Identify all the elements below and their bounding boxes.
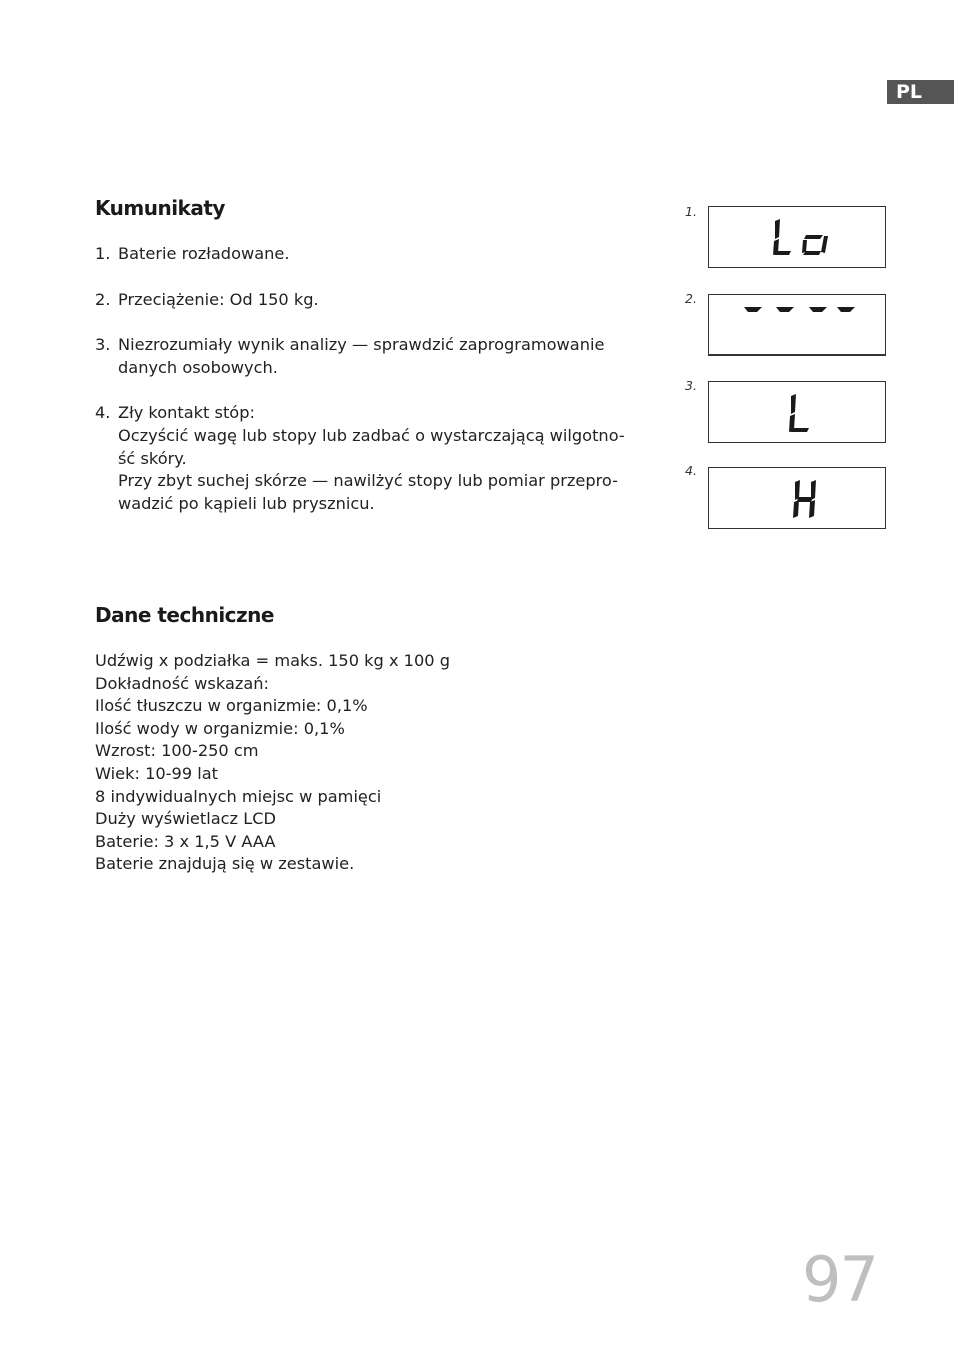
lcd-display-1 (708, 206, 886, 268)
display-label: 2. (685, 291, 697, 306)
spec-line: Ilość wody w organizmie: 0,1% (95, 718, 345, 738)
lcd-lo-icon (709, 207, 887, 269)
display-label: 4. (685, 463, 697, 478)
spec-line: Baterie znajdują się w zestawie. (95, 854, 355, 874)
lcd-dashes-icon (709, 295, 887, 357)
list-item (95, 289, 625, 312)
list-item-text: ść skóry. (118, 448, 187, 468)
spec-line: Baterie: 3 x 1,5 V AAA (95, 831, 276, 851)
lcd-l-icon (709, 382, 887, 444)
list-item-number: 2. (95, 289, 111, 309)
list-item-text: Niezrozumiały wynik analizy — sprawdzić zaprogramowanie (118, 335, 605, 355)
spec-line: Wiek: 10-99 lat (95, 763, 219, 783)
list-item-text: Oczyścić wagę lub stopy lub zadbać o wystarczającą wilgotno- (118, 425, 625, 445)
lcd-h-icon (709, 468, 887, 530)
language-badge: PL (887, 80, 954, 104)
list-item (95, 243, 625, 266)
specs-list (95, 650, 450, 876)
list-item (95, 402, 625, 515)
lcd-display-3 (708, 381, 886, 443)
messages-list (95, 243, 625, 538)
list-item-text: danych osobowych. (118, 357, 278, 377)
list-item-text: Przeciążenie: Od 150 kg. (118, 289, 319, 309)
lcd-display-4 (708, 467, 886, 529)
messages-title: Kumunikaty (95, 196, 225, 220)
list-item-number: 4. (95, 403, 111, 423)
spec-line: Udźwig x podziałka = maks. 150 kg x 100 g (95, 651, 451, 670)
spec-line: Ilość tłuszczu w organizmie: 0,1% (95, 696, 368, 716)
spec-line: Dokładność wskazań: (95, 673, 269, 693)
list-item-text: Zły kontakt stóp: (118, 403, 255, 423)
specs-title: Dane techniczne (95, 603, 274, 627)
display-label: 3. (685, 378, 697, 393)
list-item-text: Baterie rozładowane. (118, 244, 290, 263)
list-item (95, 334, 625, 379)
spec-line: Duży wyświetlacz LCD (95, 809, 276, 829)
list-item-text: Przy zbyt suchej skórze — nawilżyć stopy lub pomiar przepro- (118, 471, 618, 491)
page-number: 97 (802, 1243, 877, 1316)
list-item-number: 3. (95, 335, 111, 355)
spec-line: 8 indywidualnych miejsc w pamięci (95, 786, 382, 806)
spec-line: Wzrost: 100-250 cm (95, 741, 259, 761)
list-item-text: wadzić po kąpieli lub prysznicu. (118, 493, 375, 513)
lcd-display-2 (708, 294, 886, 356)
list-item-number: 1. (95, 244, 111, 263)
display-label: 1. (685, 204, 697, 219)
